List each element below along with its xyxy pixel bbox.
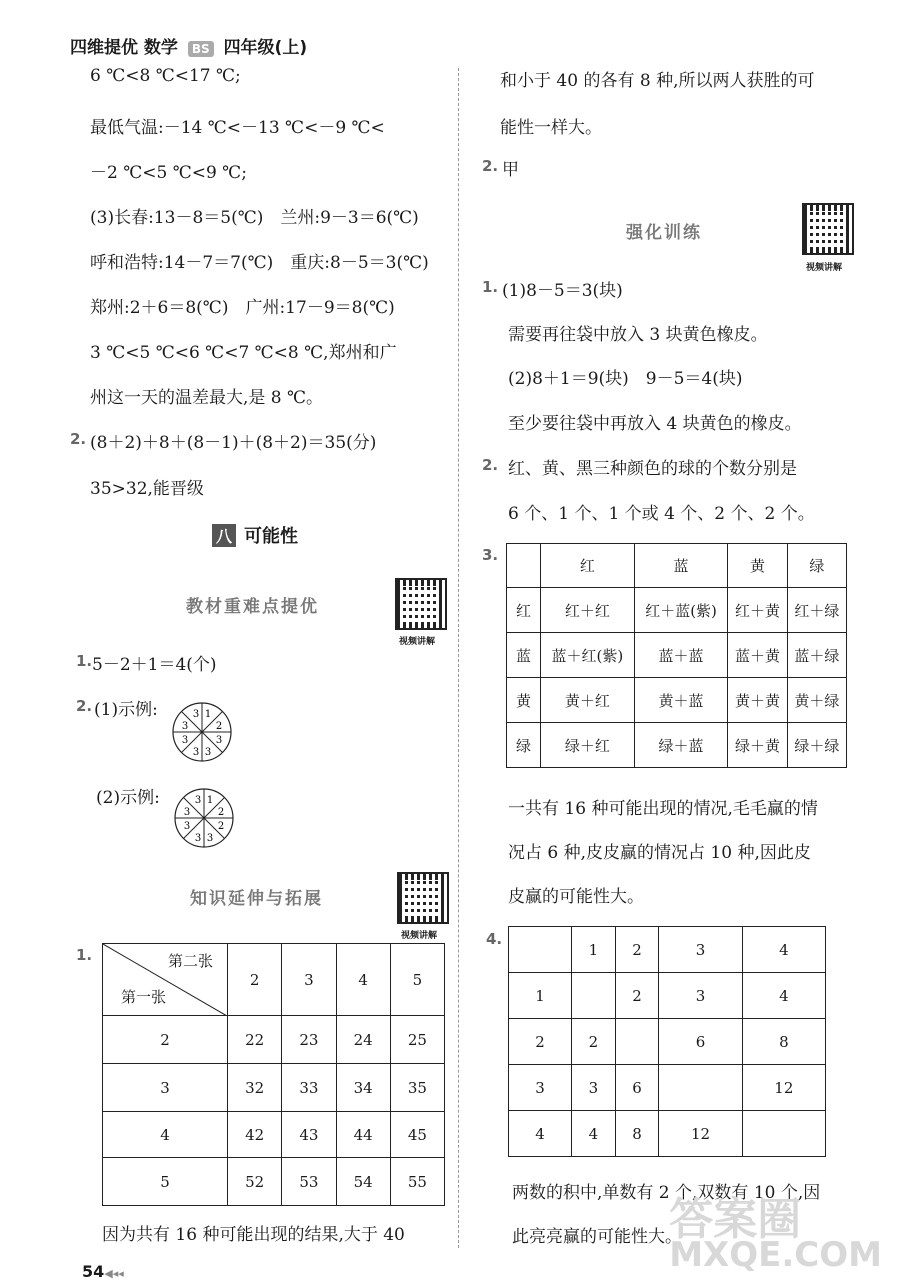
row-header: 4 <box>509 1111 572 1157</box>
text-line: 郑州:2＋6＝8(℃) 广州:17－9＝8(℃) <box>90 298 395 318</box>
table-cell: 22 <box>228 1016 282 1064</box>
text-line: 此亮亮赢的可能性大。 <box>512 1227 682 1247</box>
table-cell: 55 <box>390 1158 444 1206</box>
table-cell: 8 <box>742 1019 825 1065</box>
table-cell: 4 <box>742 973 825 1019</box>
qr-label: 视频讲解 <box>806 263 843 273</box>
watermark-top: 答案圈 <box>669 1194 802 1245</box>
table-cell: 绿＋黄 <box>728 723 787 768</box>
table-cell: 2 <box>615 973 659 1019</box>
row-header: 绿 <box>507 723 541 768</box>
text-line: －2 ℃<5 ℃<9 ℃; <box>90 163 247 183</box>
table-cell: 8 <box>615 1111 659 1157</box>
spinner-label: 3 <box>181 735 189 746</box>
col-header: 绿 <box>787 544 846 588</box>
row-header: 黄 <box>507 678 541 723</box>
table-cell <box>659 1065 742 1111</box>
col-header: 4 <box>336 944 390 1016</box>
table-cell: 53 <box>282 1158 336 1206</box>
spinner-diagram-1 <box>170 700 234 764</box>
table-cell: 3 <box>572 1065 616 1111</box>
question-number: 2. <box>482 157 499 175</box>
table-cell: 44 <box>336 1112 390 1158</box>
unit-heading <box>212 522 298 548</box>
watermark <box>669 1194 882 1275</box>
col-header: 1 <box>572 927 616 973</box>
table-cell <box>742 1111 825 1157</box>
text-line: 需要再往袋中放入 3 块黄色橡皮。 <box>508 325 768 345</box>
col-header: 2 <box>228 944 282 1016</box>
text-line: 6 个、1 个、1 个或 4 个、2 个、2 个。 <box>508 504 815 524</box>
table-cell: 25 <box>390 1016 444 1064</box>
table-cell: 6 <box>615 1065 659 1111</box>
row-header: 蓝 <box>507 633 541 678</box>
table-cell: 12 <box>659 1111 742 1157</box>
product-table <box>508 926 826 1157</box>
spinner-label: 2 <box>215 721 223 732</box>
table-cell: 蓝＋红(紫) <box>541 633 635 678</box>
spinner-label: 2 <box>217 807 225 818</box>
spinner-label: 3 <box>183 807 191 818</box>
corner-top-label: 第二张 <box>167 952 213 970</box>
question-number: 1. <box>76 946 93 964</box>
row-header: 4 <box>103 1112 228 1158</box>
text-line: 和小于 40 的各有 8 种,所以两人获胜的可 <box>500 71 815 91</box>
page-number <box>82 1262 124 1281</box>
col-header: 黄 <box>728 544 787 588</box>
col-header: 蓝 <box>634 544 728 588</box>
section-title: 强化训练 <box>626 223 702 243</box>
row-header: 5 <box>103 1158 228 1206</box>
header-title: 四维提优 数学 <box>70 38 178 58</box>
text-line: 呼和浩特:14－7＝7(℃) 重庆:8－5＝3(℃) <box>90 253 429 273</box>
table-cell: 绿＋蓝 <box>634 723 728 768</box>
table-cell: 黄＋绿 <box>787 678 846 723</box>
text-line: 6 ℃<8 ℃<17 ℃; <box>90 66 241 86</box>
table-cell: 黄＋蓝 <box>634 678 728 723</box>
unit-number: 八 <box>212 524 236 547</box>
number-table <box>102 943 445 1206</box>
table-cell: 红＋黄 <box>728 588 787 633</box>
arrow-icon: ◀◂◂ <box>104 1267 124 1280</box>
text-line: (1)8－5＝3(块) <box>502 281 623 301</box>
qr-label: 视频讲解 <box>401 931 438 941</box>
spinner-label: 1 <box>206 795 214 806</box>
spinner-label: 3 <box>181 721 189 732</box>
spinner-label: 1 <box>204 709 212 720</box>
text-line: 一共有 16 种可能出现的情况,毛毛赢的情 <box>508 799 818 819</box>
table-cell <box>615 1019 659 1065</box>
table-corner <box>507 544 541 588</box>
qr-code-icon[interactable] <box>395 578 447 630</box>
spinner-label: 3 <box>194 795 202 806</box>
text-line: 3 ℃<5 ℃<6 ℃<7 ℃<8 ℃,郑州和广 <box>90 343 397 363</box>
table-cell: 蓝＋黄 <box>728 633 787 678</box>
col-header: 2 <box>615 927 659 973</box>
table-cell: 35 <box>390 1064 444 1112</box>
table-cell: 4 <box>572 1111 616 1157</box>
corner-bottom-label: 第一张 <box>121 988 167 1006</box>
spinner-label: 3 <box>215 735 223 746</box>
table-corner <box>103 944 228 1016</box>
text-line: 红、黄、黑三种颜色的球的个数分别是 <box>508 459 797 479</box>
text-line: (2)8＋1＝9(块) 9－5＝4(块) <box>508 369 743 389</box>
question-number: 2. <box>76 697 93 715</box>
column-divider <box>458 68 459 1248</box>
table-cell: 23 <box>282 1016 336 1064</box>
question-number: 2. <box>482 456 499 474</box>
table-cell: 红＋蓝(紫) <box>634 588 728 633</box>
spinner-label: 2 <box>217 821 225 832</box>
table-cell: 蓝＋蓝 <box>634 633 728 678</box>
col-header: 3 <box>282 944 336 1016</box>
text-line: (2)示例: <box>96 788 160 808</box>
table-cell: 34 <box>336 1064 390 1112</box>
unit-title: 可能性 <box>244 526 299 547</box>
table-cell: 43 <box>282 1112 336 1158</box>
row-header: 3 <box>103 1064 228 1112</box>
row-header: 3 <box>509 1065 572 1111</box>
col-header: 5 <box>390 944 444 1016</box>
text-line: 皮赢的可能性大。 <box>508 887 644 907</box>
table-cell: 24 <box>336 1016 390 1064</box>
text-line: 因为共有 16 种可能出现的结果,大于 40 <box>102 1225 405 1245</box>
table-cell: 52 <box>228 1158 282 1206</box>
table-cell: 绿＋红 <box>541 723 635 768</box>
watermark-bottom: MXQE.COM <box>669 1234 882 1275</box>
row-header: 2 <box>509 1019 572 1065</box>
text-line: 州这一天的温差最大,是 8 ℃。 <box>90 388 324 408</box>
table-cell: 6 <box>659 1019 742 1065</box>
spinner-label: 3 <box>206 833 214 844</box>
qr-code-icon[interactable] <box>802 203 854 255</box>
table-cell: 32 <box>228 1064 282 1112</box>
qr-code-icon[interactable] <box>397 872 449 924</box>
spinner-diagram-2 <box>172 786 236 850</box>
table-cell: 45 <box>390 1112 444 1158</box>
text-line: (3)长春:13－8＝5(℃) 兰州:9－3＝6(℃) <box>90 208 419 228</box>
col-header: 4 <box>742 927 825 973</box>
header-grade: 四年级(上) <box>223 38 308 58</box>
table-cell: 33 <box>282 1064 336 1112</box>
row-header: 2 <box>103 1016 228 1064</box>
table-cell: 2 <box>572 1019 616 1065</box>
spinner-label: 3 <box>183 821 191 832</box>
page-header <box>70 33 307 58</box>
text-line: 35>32,能晋级 <box>90 479 204 499</box>
qr-label: 视频讲解 <box>399 637 436 647</box>
question-number: 2. <box>70 430 87 448</box>
text-line: 况占 6 种,皮皮赢的情况占 10 种,因此皮 <box>508 843 811 863</box>
spinner-label: 3 <box>204 747 212 758</box>
row-header: 1 <box>509 973 572 1019</box>
table-cell: 红＋绿 <box>787 588 846 633</box>
table-cell: 3 <box>659 973 742 1019</box>
text-line: 两数的积中,单数有 2 个,双数有 10 个,因 <box>512 1183 821 1203</box>
question-number: 3. <box>482 546 499 564</box>
text-line: (1)示例: <box>94 700 158 720</box>
table-cell <box>572 973 616 1019</box>
table-cell: 42 <box>228 1112 282 1158</box>
question-number: 1. <box>76 652 93 670</box>
text-line: 甲 <box>502 160 519 180</box>
col-header: 3 <box>659 927 742 973</box>
spinner-label: 3 <box>192 747 200 758</box>
table-cell: 黄＋红 <box>541 678 635 723</box>
question-number: 1. <box>482 278 499 296</box>
spinner-label: 3 <box>194 833 202 844</box>
table-cell: 54 <box>336 1158 390 1206</box>
table-cell: 绿＋绿 <box>787 723 846 768</box>
color-combination-table <box>506 543 847 768</box>
text-line: 能性一样大。 <box>500 118 602 138</box>
page-number-text: 54 <box>82 1262 105 1281</box>
table-cell: 蓝＋绿 <box>787 633 846 678</box>
section-title: 知识延伸与拓展 <box>190 889 323 909</box>
question-number: 4. <box>486 930 503 948</box>
edition-badge: BS <box>188 41 214 57</box>
table-cell: 红＋红 <box>541 588 635 633</box>
table-cell: 12 <box>742 1065 825 1111</box>
text-line: 至少要往袋中再放入 4 块黄色的橡皮。 <box>508 414 802 434</box>
text-line: 最低气温:－14 ℃<－13 ℃<－9 ℃< <box>90 118 385 138</box>
table-corner <box>509 927 572 973</box>
table-cell: 黄＋黄 <box>728 678 787 723</box>
section-title: 教材重难点提优 <box>186 597 319 617</box>
text-line: 5－2＋1＝4(个) <box>92 655 217 675</box>
text-line: (8＋2)＋8＋(8－1)＋(8＋2)＝35(分) <box>90 433 377 453</box>
row-header: 红 <box>507 588 541 633</box>
col-header: 红 <box>541 544 635 588</box>
spinner-label: 3 <box>192 709 200 720</box>
